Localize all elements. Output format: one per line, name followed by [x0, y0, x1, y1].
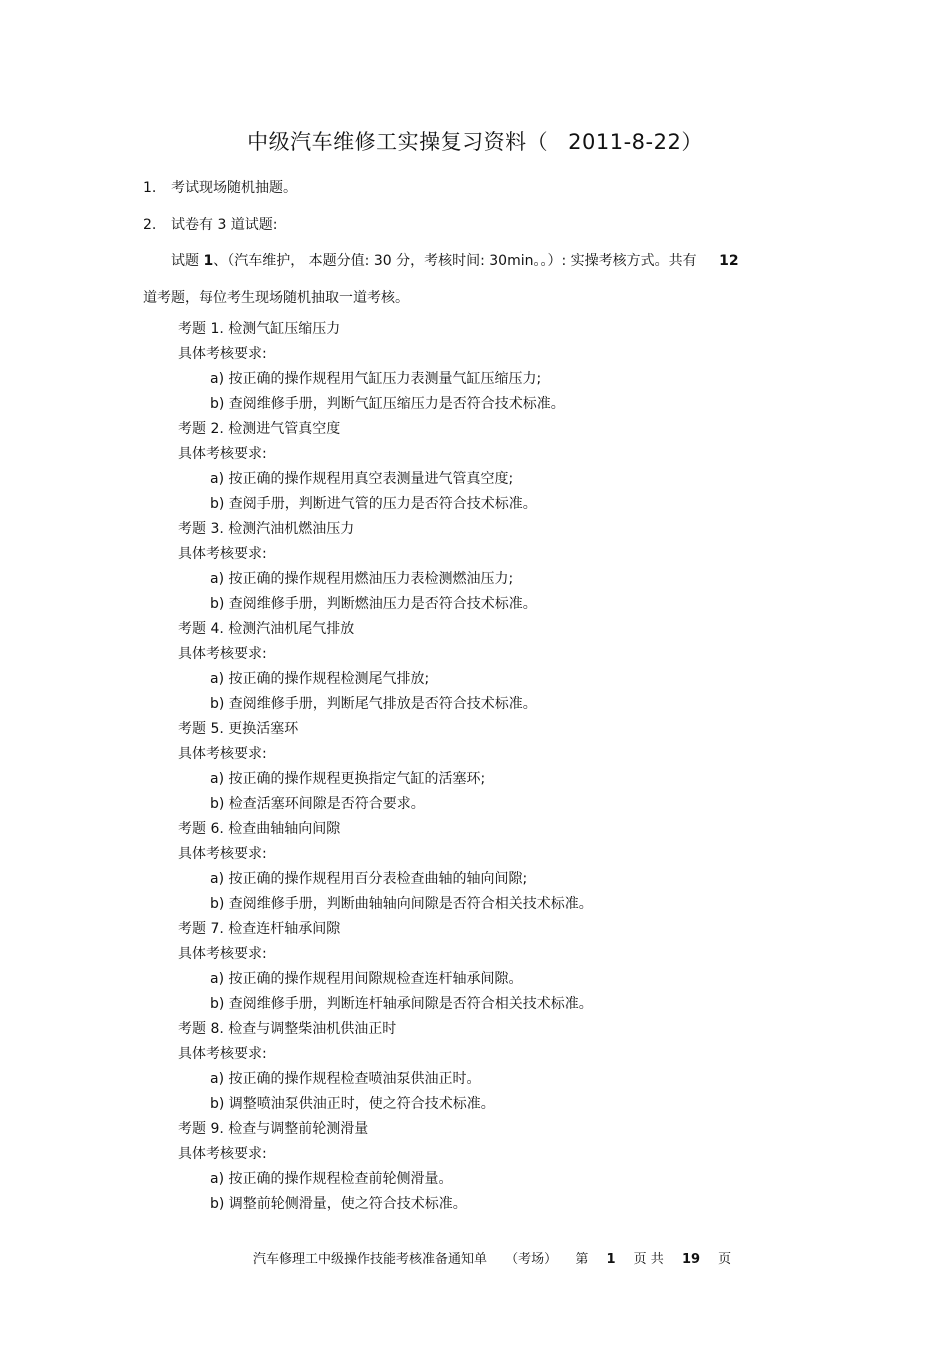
- test1-continuation: 道考题，每位考生现场随机抽取一道考核。: [143, 290, 409, 306]
- title-date: 2011-8-22: [568, 130, 682, 154]
- requirement-a: a) 按正确的操作规程用百分表检查曲轴的轴向间隙;: [210, 871, 528, 887]
- requirement-a: a) 按正确的操作规程用真空表测量进气管真空度;: [210, 471, 514, 487]
- requirement-b: b) 查阅维修手册，判断燃油压力是否符合技术标准。: [210, 596, 537, 612]
- page-footer: [253, 1248, 745, 1267]
- requirements-label: 具体考核要求:: [178, 946, 267, 962]
- requirements-label: 具体考核要求:: [178, 746, 267, 762]
- document-title: [0, 126, 950, 156]
- title-close: ）: [681, 130, 703, 154]
- requirement-a: a) 按正确的操作规程检查前轮侧滑量。: [210, 1171, 453, 1187]
- topic-title: 考题 9. 检查与调整前轮测滑量: [178, 1121, 369, 1137]
- requirement-a: a) 按正确的操作规程用间隙规检查连杆轴承间隙。: [210, 971, 523, 987]
- requirement-b: b) 查阅维修手册，判断尾气排放是否符合技术标准。: [210, 696, 537, 712]
- footer-page-number: 1: [606, 1252, 616, 1267]
- footer-doc-title: 汽车修理工中级操作技能考核准备通知单: [253, 1252, 488, 1267]
- requirement-a: a) 按正确的操作规程用燃油压力表检测燃油压力;: [210, 571, 514, 587]
- test1-description: 、（汽车维护， 本题分值: 30 分，考核时间: 30min。。）: 实操考核方式。共有: [213, 253, 697, 269]
- intro-num: 2.: [143, 217, 157, 233]
- topic-title: 考题 2. 检测进气管真空度: [178, 421, 341, 437]
- requirements-label: 具体考核要求:: [178, 1146, 267, 1162]
- requirements-label: 具体考核要求:: [178, 446, 267, 462]
- requirement-b: b) 调整喷油泵供油正时，使之符合技术标准。: [210, 1096, 495, 1112]
- test1-heading: [171, 252, 739, 270]
- requirement-b: b) 检查活塞环间隙是否符合要求。: [210, 796, 425, 812]
- requirements-label: 具体考核要求:: [178, 646, 267, 662]
- requirement-b: b) 查阅维修手册，判断连杆轴承间隙是否符合相关技术标准。: [210, 996, 593, 1012]
- requirement-b: b) 查阅手册，判断进气管的压力是否符合技术标准。: [210, 496, 537, 512]
- footer-total-pages: 19: [681, 1252, 701, 1267]
- requirements-label: 具体考核要求:: [178, 546, 267, 562]
- topic-title: 考题 4. 检测汽油机尾气排放: [178, 621, 355, 637]
- intro-item-1: [143, 179, 297, 197]
- intro-item-2: [143, 216, 278, 234]
- test1-label: 试题: [171, 253, 199, 269]
- test1-count: 12: [719, 253, 739, 269]
- test1-number: 1: [203, 253, 214, 269]
- requirement-b: b) 查阅维修手册，判断曲轴轴向间隙是否符合相关技术标准。: [210, 896, 593, 912]
- requirement-b: b) 查阅维修手册，判断气缸压缩压力是否符合技术标准。: [210, 396, 565, 412]
- footer-page-info: 第 1 页 共 19 页: [575, 1252, 732, 1267]
- requirement-b: b) 调整前轮侧滑量，使之符合技术标准。: [210, 1196, 467, 1212]
- topic-title: 考题 3. 检测汽油机燃油压力: [178, 521, 355, 537]
- footer-site: （考场）: [505, 1252, 558, 1267]
- requirements-label: 具体考核要求:: [178, 1046, 267, 1062]
- intro-text: 考试现场随机抽题。: [171, 180, 297, 196]
- requirement-a: a) 按正确的操作规程检测尾气排放;: [210, 671, 430, 687]
- requirements-label: 具体考核要求:: [178, 346, 267, 362]
- intro-text: 试卷有 3 道试题:: [171, 217, 278, 233]
- intro-num: 1.: [143, 180, 157, 196]
- topic-title: 考题 6. 检查曲轴轴向间隙: [178, 821, 341, 837]
- requirement-a: a) 按正确的操作规程更换指定气缸的活塞环;: [210, 771, 486, 787]
- requirement-a: a) 按正确的操作规程检查喷油泵供油正时。: [210, 1071, 481, 1087]
- topic-title: 考题 7. 检查连杆轴承间隙: [178, 921, 341, 937]
- title-text: 中级汽车维修工实操复习资料（: [247, 130, 549, 154]
- topic-title: 考题 1. 检测气缸压缩压力: [178, 321, 341, 337]
- requirements-label: 具体考核要求:: [178, 846, 267, 862]
- topic-title: 考题 5. 更换活塞环: [178, 721, 299, 737]
- topic-title: 考题 8. 检查与调整柴油机供油正时: [178, 1021, 397, 1037]
- requirement-a: a) 按正确的操作规程用气缸压力表测量气缸压缩压力;: [210, 371, 542, 387]
